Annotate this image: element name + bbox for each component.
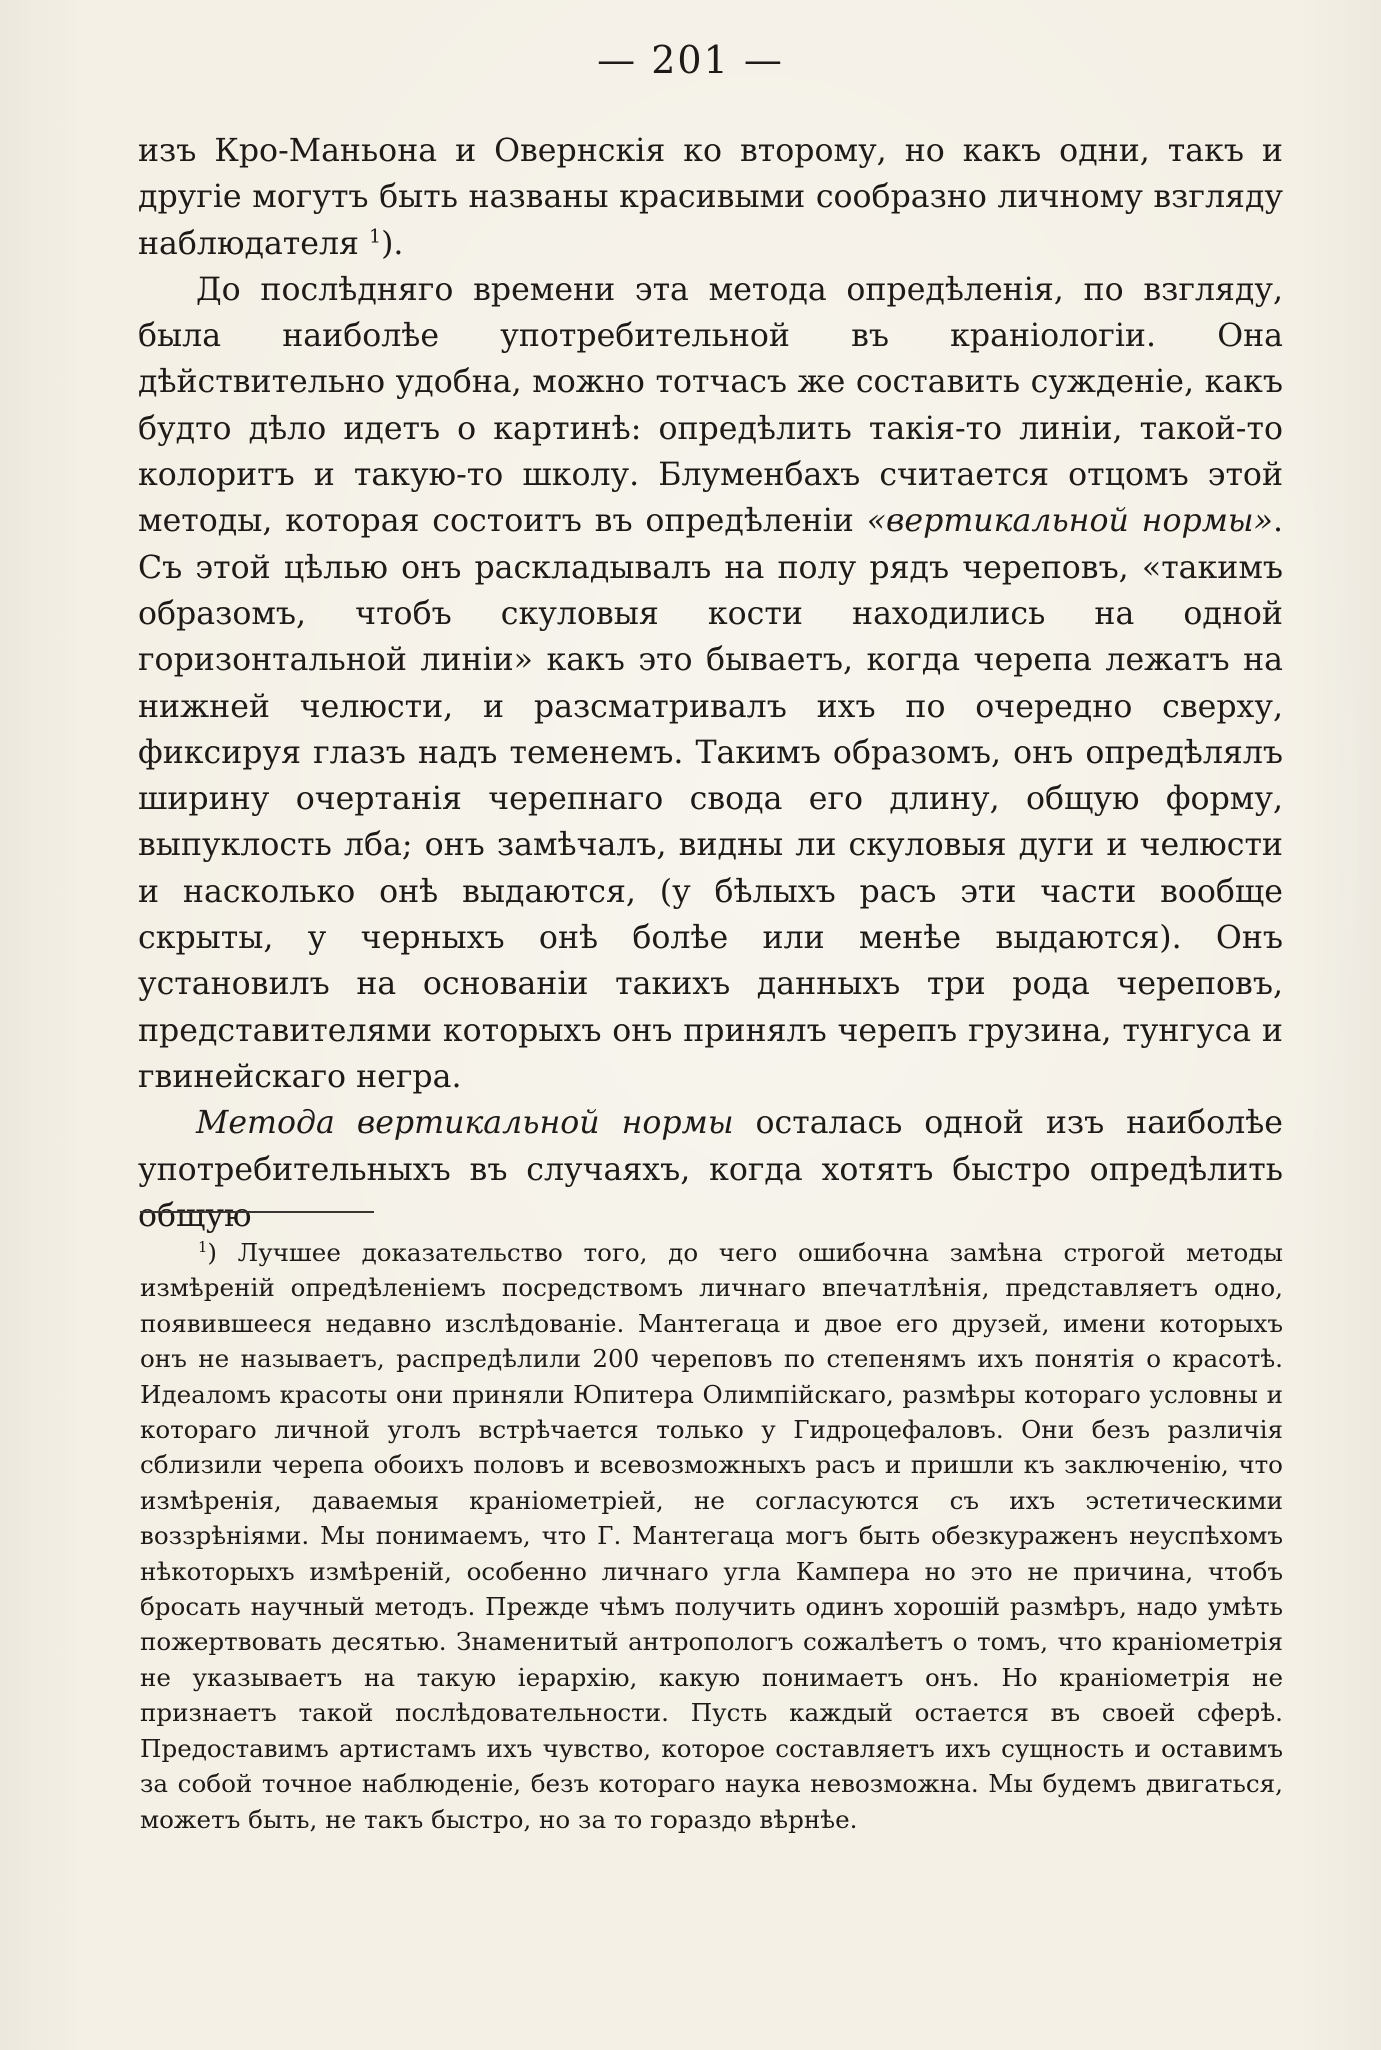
paragraph-2-text-b: . Съ этой цѣлью онъ раскладывалъ на полу рядъ череповъ, «такимъ образомъ, чтобъ скуловыя кости находились на одной горизонтальной линіи» какъ это бываетъ, когда черепа лежатъ на нижней челюсти, и разсматривалъ ихъ по очередно сверху, фиксируя глазъ надъ теменемъ. Такимъ образомъ, онъ опредѣлялъ ширину очертанія черепнаго свода его длину, общую форму, выпуклость лба; онъ замѣчалъ, видны ли скуловыя дуги и челюсти и насколько онѣ выдаются, (у бѣлыхъ расъ эти части вообще скрыты, у черныхъ онѣ болѣе или менѣе выдаются). Онъ установилъ на основаніи такихъ данныхъ три рода череповъ, представителями которыхъ онъ принялъ черепъ грузина, тунгуса и гвинейскаго негра.	[138, 503, 1284, 1095]
paragraph-1-end: ).	[381, 225, 404, 262]
footnote-number: 1	[198, 1238, 208, 1256]
paragraph-3-text: осталась одной изъ наиболѣе употребительныхъ въ случаяхъ, когда хотятъ быстро опредѣлить общую	[138, 1105, 1283, 1234]
footnote-paragraph	[140, 1235, 1283, 1837]
paragraph-2-text-a: До послѣдняго времени эта метода опредѣленія, по взгляду, была наиболѣе употребительной въ краніологіи. Она дѣйствительно удобна, можно тотчасъ же составить сужденіе, какъ будто дѣло идетъ о картинѣ: опредѣлить такія-то линіи, такой-то колоритъ и такую-то школу. Блуменбахъ считается отцомъ этой методы, которая состоитъ въ опредѣленіи	[138, 271, 1283, 540]
page-number: — 201 —	[597, 38, 784, 82]
main-text	[138, 128, 1283, 1239]
paragraph-2	[138, 267, 1283, 1100]
footnote	[140, 1235, 1283, 1837]
footnote-divider	[140, 1211, 374, 1213]
paragraph-1-text: изъ Кро-Маньона и Овернскія ко второму, но какъ одни, такъ и другіе могутъ быть названы красивыми сообразно личному взгляду наблюдателя	[138, 133, 1283, 262]
paragraph-3-italic-term: Метода вертикальной нормы	[196, 1105, 734, 1142]
paragraph-3	[138, 1100, 1283, 1239]
paragraph-2-italic-term: «вертикальной нормы»	[866, 503, 1273, 540]
footnote-text: ) Лучшее доказательство того, до чего ошибочна замѣна строгой методы измѣреній опредѣленіемъ посредствомъ личнаго впечатлѣнія, представляетъ одно, появившееся недавно изслѣдованіе. Мантегаца и двое его друзей, имени которыхъ онъ не называетъ, распредѣлили 200 череповъ по степенямъ ихъ понятія о красотѣ. Идеаломъ красоты они приняли Юпитера Олимпійскаго, размѣры котораго условны и котораго личной уголъ встрѣчается только у Гидроцефаловъ. Они безъ различія сблизили черепа обоихъ половъ и всевозможныхъ расъ и пришли къ заключенію, что измѣренія, даваемыя краніометріей, не согласуются съ ихъ эстетическими воззрѣніями. Мы понимаемъ, что Г. Мантегаца могъ быть обезкураженъ неуспѣхомъ нѣкоторыхъ измѣреній, особенно личнаго угла Кампера но это не причина, чтобъ бросать научный методъ. Прежде чѣмъ получить одинъ хорошій размѣръ, надо умѣть пожертвовать десятью. Знаменитый антропологъ сожалѣетъ о томъ, что краніометрія не указываетъ на такую іерархію, какую понимаетъ онъ. Но краніометрія не признаетъ такой послѣдовательности. Пусть каждый остается въ своей сферѣ. Предоставимъ артистамъ ихъ чувство, которое составляетъ ихъ сущность и оставимъ за собой точное наблюденіе, безъ котораго наука невозможна. Мы будемъ двигаться, можетъ быть, не такъ быстро, но за то гораздо вѣрнѣе.	[140, 1238, 1283, 1834]
footnote-marker: 1	[369, 225, 382, 248]
paragraph-1	[138, 128, 1283, 267]
